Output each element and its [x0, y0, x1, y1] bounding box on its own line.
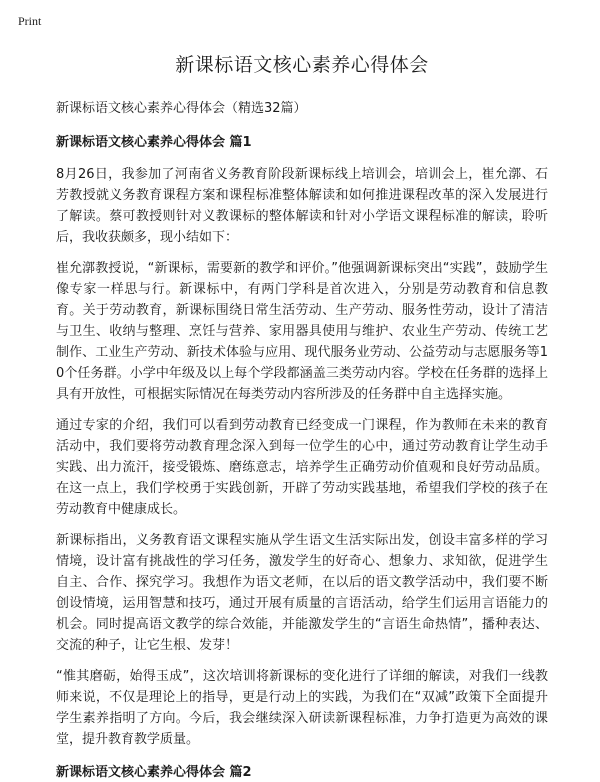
section-2	[56, 764, 548, 782]
paragraph: 崔允漷教授说，“新课标，需要新的教学和评价。”他强调新课标突出“实践”，鼓励学生像专家一样思与行。新课标中，有两门学科是首次进入，分别是劳动教育和信息教育。关于劳动教育，新课标围绕日常生活劳动、生产劳动、服务性劳动，设计了清洁与卫生、收纳与整理、烹饪与营养、家用器具使用与维护、农业生产劳动、传统工艺制作、工业生产劳动、新技术体验与应用、现代服务业劳动、公益劳动与志愿服务等10个任务群。小学中年级及以上每个学段都涵盖三类劳动内容。学校在任务群的选择上具有开放性，可根据实际情况在每类劳动内容所涉及的任务群中自主选择实施。	[56, 261, 548, 402]
section-heading: 新课标语文核心素养心得体会 篇2	[56, 765, 252, 780]
section-heading: 新课标语文核心素养心得体会 篇1	[56, 135, 252, 150]
section-1	[56, 134, 548, 750]
document-page	[56, 52, 548, 782]
document-subtitle: 新课标语文核心素养心得体会（精选32篇）	[56, 101, 307, 116]
paragraph: “惟其磨砺，始得玉成”，这次培训将新课标的变化进行了详细的解读，对我们一线教师来说，不仅是理论上的指导，更是行动上的实践，为我们在“双减”政策下全面提升学生素养指明了方向。今后，我会继续深入研读新课程标准，力争打造更为高效的课堂，提升教育教学质量。	[56, 669, 548, 747]
paragraph: 新课标指出，义务教育语文课程实施从学生语文生活实际出发，创设丰富多样的学习情境，设计富有挑战性的学习任务，激发学生的好奇心、想象力、求知欲，促进学生自主、合作、探究学习。我想作为语文老师，在以后的语文教学活动中，我们要不断创设情境，运用智慧和技巧，通过开展有质量的言语活动，给学生们运用言语能力的机会。同时提高语文教学的综合效能，并能激发学生的“言语生命热情”，播种表达、交流的种子，让它生根、发芽！	[56, 533, 548, 653]
document-title: 新课标语文核心素养心得体会	[175, 54, 429, 76]
print-link[interactable]: Print	[18, 14, 42, 28]
paragraph: 8月26日，我参加了河南省义务教育阶段新课标线上培训会，培训会上，崔允漷、石芳教授就义务教育课程方案和课程标准整体解读和如何推进课程改革的深入发展进行了解读。蔡可教授则针对义教课标的整体解读和针对小学语文课程标准的解读，聆听后，我收获颇多，现小结如下：	[56, 167, 548, 245]
paragraph: 通过专家的介绍，我们可以看到劳动教育已经变成一门课程，作为教师在未来的教育活动中，我们要将劳动教育理念深入到每一位学生的心中，通过劳动教育让学生动手实践、出力流汗，接受锻炼、磨练意志，培养学生正确劳动价值观和良好劳动品质。在这一点上，我们学校勇于实践创新，开辟了劳动实践基地，希望我们学校的孩子在劳动教育中健康成长。	[56, 418, 548, 517]
